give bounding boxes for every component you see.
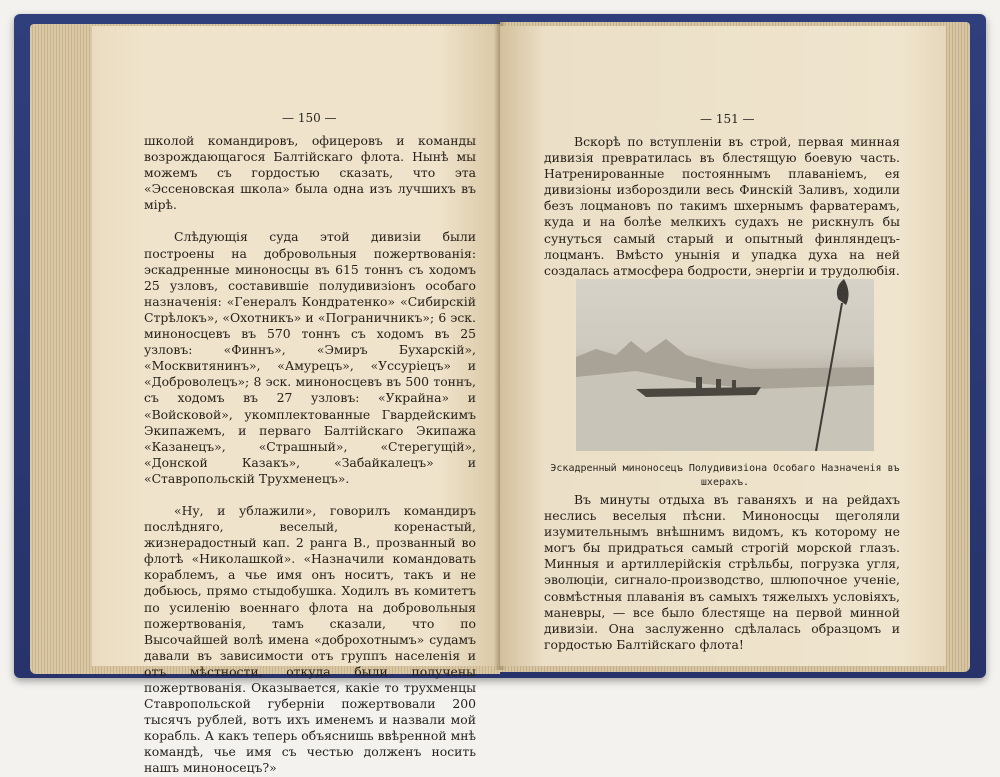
- right-page-text-bottom: [544, 492, 900, 653]
- left-page-text: [144, 133, 476, 777]
- photo-caption: Эскадренный миноносецъ Полудивизіона Особаго Назначенія въ шхерахъ.: [550, 463, 900, 488]
- right-page: [500, 26, 946, 666]
- paragraph: «Ну, и ублажили», говорилъ командиръ послѣдняго, веселый, коренастый, жизнерадостный кап. 2 ранга В., прозванный во флотѣ «Николашкой». «Назначили командовать кораблемъ, а чье имя онъ носитъ, такъ и не добьюсь, прямо стыдобушка. Ходилъ въ комитетъ по усиленію военнаго флота на добровольныя пожертвованія, тамъ сказали, что по Высочайшей волѣ имена «доброхотнымъ» судамъ давали въ зависимости отъ группъ населенія и отъ мѣстности, откуда были получены пожертвованія. Оказывается, какіе то трухменцы Ставропольской губерніи пожертвовали 200 тысячъ рублей, вотъ ихъ именемъ и назвали мой корабль. А какъ теперь объяснишь ввѣренной мнѣ командѣ, чье имя съ честью долженъ носить нашъ миноносецъ?»: [144, 502, 476, 776]
- photo-illustration: [576, 279, 874, 451]
- paragraph: Въ минуты отдыха въ гаваняхъ и на рейдахъ неслись веселыя пѣсни. Миноносцы щеголяли изумительнымъ внѣшнимъ видомъ, къ которому не могъ бы придраться самый строгій морской глазъ. Минныя и артиллерійскія стрѣльбы, погрузка угля, эволюціи, сигнало-производство, шлюпочное ученіе, совмѣстныя плаванія въ самыхъ тяжелыхъ условіяхъ, маневры, — все было блестяще на первой минной дивизіи. Она заслуженно сдѣлалась образцомъ и гордостью Балтійскаго флота!: [544, 492, 900, 652]
- paragraph: Вскорѣ по вступленіи въ строй, первая минная дивизія превратилась въ блестящую боевую часть. Натренированные постояннымъ плаваніемъ, ея дивизіоны избороздили весь Финскій Заливъ, ходили безъ лоцмановъ по такимъ шхернымъ фарватерамъ, куда и на болѣе мелкихъ судахъ не рискнулъ бы сунуться самый старый и опытный финляндецъ-лоцманъ. Вмѣсто унынія и упадка духа на ней создалась атмосфера бодрости, энергіи и трудолюбія.: [544, 134, 900, 278]
- left-page: [92, 26, 500, 776]
- destroyer-photo: [576, 279, 874, 451]
- paragraph: школой командировъ, офицеровъ и команды возрождающагося Балтійскаго флота. Нынѣ мы можемъ съ гордостью сказать, что эта «Эссеновская школа» была одна изъ лучшихъ въ мірѣ.: [144, 133, 476, 213]
- page-number-150: — 150 —: [282, 111, 337, 125]
- page-number-151: — 151 —: [700, 112, 755, 126]
- right-page-text-top: [544, 134, 900, 279]
- paragraph: Слѣдующія суда этой дивизіи были построены на добровольныя пожертвованія: эскадренные миноносцы въ 615 тоннъ съ ходомъ 25 узловъ, составившіе полудивизіонъ особаго назначенія: «Генералъ Кондратенко» «Сибирскій Стрѣлокъ», «Охотникъ» и «Пограничникъ»; 6 эск. миноносцевъ въ 570 тоннъ съ ходомъ въ 25 узловъ: «Финнъ», «Эмиръ Бухарскій», «Москвитянинъ», «Амурецъ», «Уссурiецъ» и «Доброволецъ»; 8 эск. миноносцевъ въ 500 тоннъ, съ ходомъ въ 27 узловъ: «Украйна» и «Войсковой», укомплектованные Гвардейскимъ Экипажемъ, и перваго Балтійскаго Экипажа «Казанецъ», «Страшный», «Стерегущій», «Донской Казакъ», «Забайкалецъ» и «Ставропольскій Трухменецъ».: [144, 229, 476, 486]
